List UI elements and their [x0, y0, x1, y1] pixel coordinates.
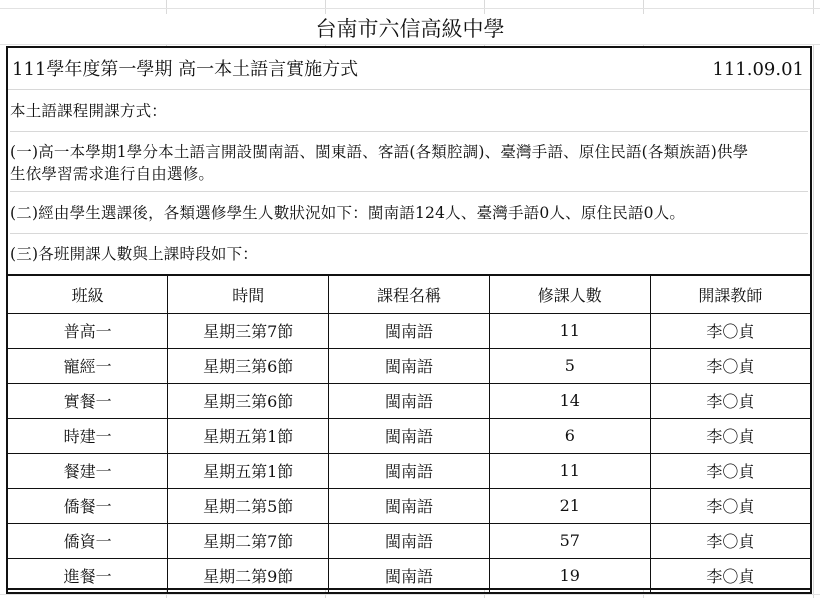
- table-row: [7, 523, 811, 558]
- table-row: [7, 488, 811, 523]
- enrollment-cell: 11: [489, 313, 650, 348]
- course-cell: 閩南語: [329, 383, 490, 418]
- course-cell: 閩南語: [329, 418, 490, 453]
- enrollment-cell: 5: [489, 348, 650, 383]
- teacher-cell: 李〇貞: [650, 558, 811, 593]
- column-header-enrollment: 修課人數: [489, 275, 650, 313]
- table-header-row: [7, 275, 811, 313]
- course-cell: 閩南語: [329, 348, 490, 383]
- teacher-cell: 李〇貞: [650, 383, 811, 418]
- table-row: [7, 348, 811, 383]
- intro-text: 本土語課程開課方式：: [10, 90, 808, 132]
- course-cell: 閩南語: [329, 453, 490, 488]
- enrollment-cell: 19: [489, 558, 650, 593]
- document-date: 111.09.01: [712, 59, 804, 80]
- teacher-cell: 李〇貞: [650, 453, 811, 488]
- course-cell: 閩南語: [329, 488, 490, 523]
- table-row: [7, 453, 811, 488]
- class-cell: 餐建一: [7, 453, 168, 488]
- school-title: 台南市六信高級中學: [0, 14, 820, 44]
- class-schedule-table: [6, 274, 812, 594]
- item-three-text: (三)各班開課人數與上課時段如下：: [10, 245, 258, 263]
- enrollment-cell: 11: [489, 453, 650, 488]
- column-header-teacher: 開課教師: [650, 275, 811, 313]
- time-cell: 星期三第6節: [168, 383, 329, 418]
- course-cell: 閩南語: [329, 523, 490, 558]
- table-row: [7, 313, 811, 348]
- time-cell: 星期五第1節: [168, 418, 329, 453]
- item-two-text: (二)經由學生選課後，各類選修學生人數狀況如下：閩南語124人、臺灣手語0人、原住民語0人。: [10, 192, 808, 234]
- class-cell: 寵經一: [7, 348, 168, 383]
- teacher-cell: 李〇貞: [650, 348, 811, 383]
- column-header-course: 課程名稱: [329, 275, 490, 313]
- grid-line: [0, 8, 820, 9]
- class-cell: 進餐一: [7, 558, 168, 593]
- enrollment-cell: 21: [489, 488, 650, 523]
- table-row: [7, 383, 811, 418]
- class-cell: 時建一: [7, 418, 168, 453]
- time-cell: 星期二第7節: [168, 523, 329, 558]
- class-cell: 實餐一: [7, 383, 168, 418]
- class-cell: 普高一: [7, 313, 168, 348]
- table-body: [7, 313, 811, 593]
- item-one-line-1: (一)高一本學期1學分本土語言開設閩南語、閩東語、客語(各類腔調)、臺灣手語、原住民語(各類族語)供學: [10, 143, 749, 161]
- enrollment-cell: 57: [489, 523, 650, 558]
- column-header-time: 時間: [168, 275, 329, 313]
- class-cell: 僑餐一: [7, 488, 168, 523]
- table-row: [7, 558, 811, 593]
- enrollment-cell: 6: [489, 418, 650, 453]
- table-row: [7, 418, 811, 453]
- teacher-cell: 李〇貞: [650, 313, 811, 348]
- time-cell: 星期二第5節: [168, 488, 329, 523]
- document-title: 111學年度第一學期 高一本土語言實施方式: [12, 59, 359, 80]
- document-sheet: [6, 46, 812, 590]
- grid-line: [0, 44, 820, 45]
- grid-line: [0, 594, 820, 595]
- time-cell: 星期三第6節: [168, 348, 329, 383]
- course-cell: 閩南語: [329, 313, 490, 348]
- item-one-line-2: 生依學習需求進行自由選修。: [10, 165, 215, 183]
- header-row: [8, 48, 810, 90]
- teacher-cell: 李〇貞: [650, 418, 811, 453]
- grid-line: [813, 0, 814, 598]
- class-cell: 僑資一: [7, 523, 168, 558]
- time-cell: 星期二第9節: [168, 558, 329, 593]
- course-cell: 閩南語: [329, 558, 490, 593]
- column-header-class: 班級: [7, 275, 168, 313]
- enrollment-cell: 14: [489, 383, 650, 418]
- item-one-text: [10, 132, 808, 192]
- teacher-cell: 李〇貞: [650, 523, 811, 558]
- time-cell: 星期三第7節: [168, 313, 329, 348]
- time-cell: 星期五第1節: [168, 453, 329, 488]
- teacher-cell: 李〇貞: [650, 488, 811, 523]
